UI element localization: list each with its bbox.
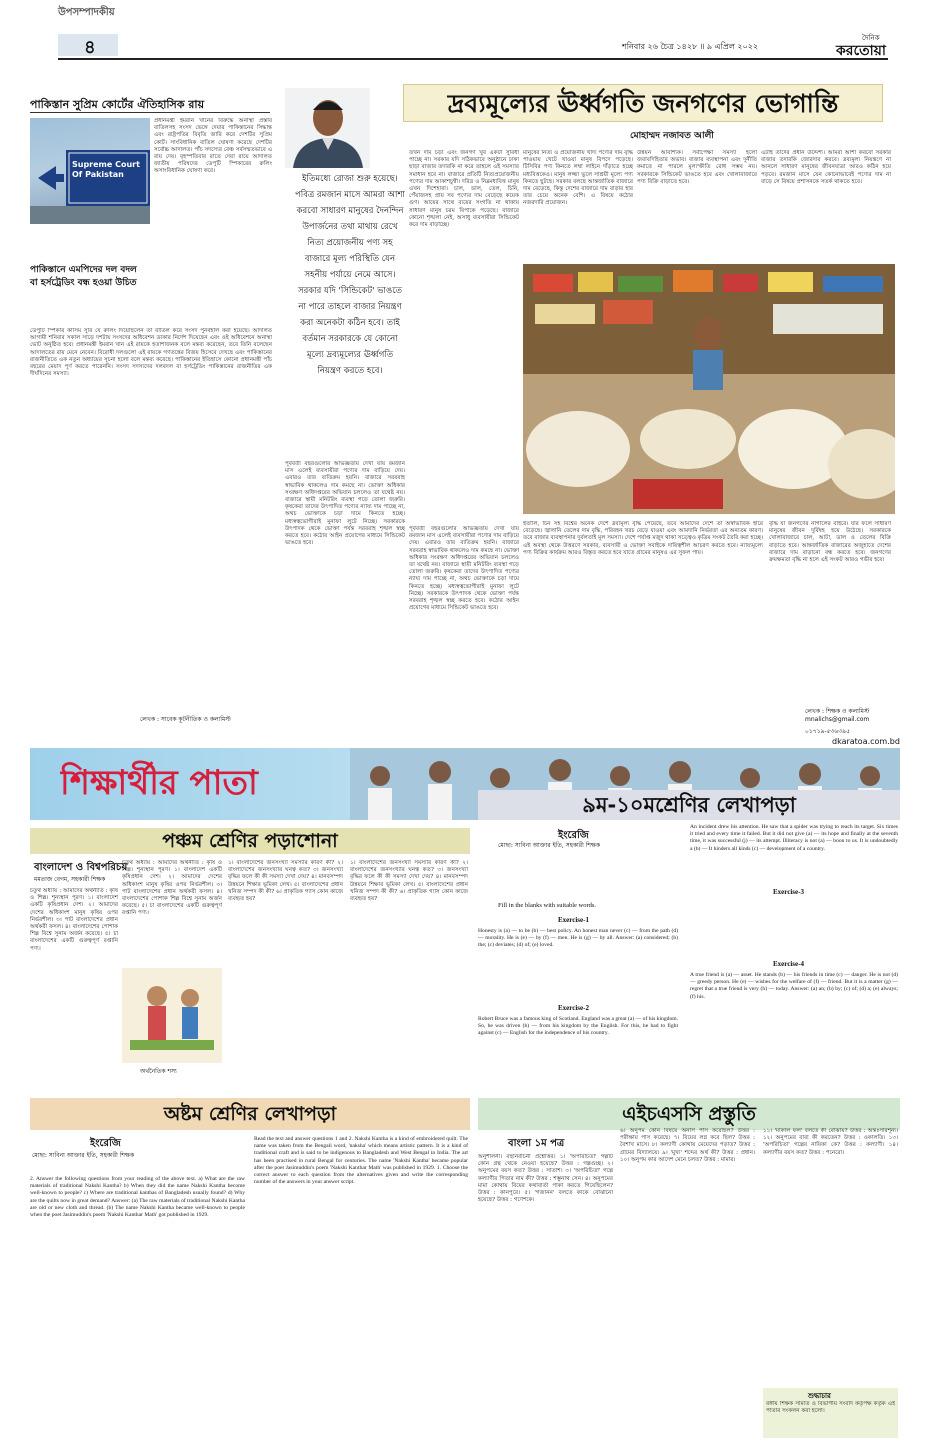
author-photo (285, 88, 370, 168)
class5-subject: বাংলাদেশ ও বিশ্বপরিচয় (34, 862, 128, 873)
class9-ex2-title: Exercise-2 (558, 1004, 589, 1012)
class9-banner: ৯ম-১০মশ্রেণির লেখাপড়া (478, 790, 900, 820)
class8-body-2: Read the text and answer questions 1 and 2. Nakshi Kantha is a kind of embroidered quilt. The name was taken from the Bengali word, 'naksha' which means artistic pattern. It is a kind of traditional craft and is said to be indigenous to Bangladesh and West Bengal in India. The art has been practised in rural Bengal for centuries. The name 'Nakshi Kantha' became popular after the poet Jasimuddin's poem 'Nakshi Kanthar Math' was published in 1929. 1. Choose the correct answer to each question from the alternatives given and write the corresponding number of the answers in your answer script. (254, 1136, 468, 1186)
left-body-2: ডেপুটি স্পিকার কাসিম সুরি যে রুলিং দিয়েছিলেন তা বাতিল করে সংসদ পুনর্বহাল করা হয়েছে। আদালত আগামী শনিবার সকাল সাড়ে দশটায় সংসদের অধিবেশন ডাকার নির্দেশ দিয়েছেন এবং ওই অধিবেশনে অনাস্থা ভোট অনুষ্ঠিত হবে। প্রধানমন্ত্রী ইমরান খান এই রায়কে হতাশাজনক বলে মন্তব্য করেছেন, তবে তিনি বলেছেন আদালতের রায় মেনে নেবেন। বিরোধী দলগুলো এই রায়কে গণতন্ত্রের বিজয় হিসেবে দেখছে এবং পাকিস্তানের রাজনীতিতে এক নতুন অধ্যায়ের সূচনা হলো বলে মন্তব্য করেছে। পাকিস্তানের ইতিহাসে কোনো প্রধানমন্ত্রী পাঁচ বছরের মেয়াদ পূর্ণ করতে পারেননি। সংসদ সদস্যদের দলবদল বা হর্সট্রেডিং পাকিস্তানের রাজনীতির এক দীর্ঘদিনের সমস্যা। (30, 328, 272, 378)
main-author: মোহাম্মদ নজাবত আলী (630, 131, 714, 141)
main-article (285, 66, 900, 736)
hsc-body-3: ১১। 'মাকাল ফল' বলতে কী বোঝায়? উত্তর : অন্তঃসারশূন্য। ১২। অনুপমের বাবা কী করতেন? উত্তর : ওকালতি। ১৩। 'অপরিচিতা' গল্পের নায়িকা কে? উত্তর : কল্যাণী। ১৪। কল্যাণীর বয়স কত? উত্তর : পনেরো। (763, 1128, 898, 1156)
student-banner-title: শিক্ষার্থীর পাতা (60, 763, 258, 803)
grocery-shop-illustration (523, 264, 895, 514)
left-headline: পাকিস্তান সুপ্রিম কোর্টের ঐতিহাসিক রায় (30, 98, 205, 111)
main-lower-right: বৃদ্ধি যা জনগণের নাগালের বাইরে। যার ফলে সাধারণ মানুষের জীবন দুর্বিষহ হয়ে উঠেছে। সরকারকে খোলাবাজারে চাল, আটা, ডাল ও তেলের বিক্রি বাড়াতে হবে। আন্তর্জাতিক বাজারের অজুহাতে দেশের বাজারে দাম বাড়ানো বন্ধ করতে হবে। জনগণের ক্রয়ক্ষমতা বৃদ্ধি না হলে এই সংকট আরও গভীর হবে। (769, 521, 891, 564)
class5-section (30, 828, 470, 1090)
hsc-footer-box (763, 1388, 898, 1438)
main-byline: লেখক : শিক্ষক ও কলামিস্ট (805, 708, 870, 715)
class8-teacher: মোছা: সাবিনা আক্তার ইতি, সহকারী শিক্ষক (32, 1152, 135, 1159)
paper-small: দৈনিক (862, 34, 880, 42)
section-logo: উপসম্পাদকীয় (58, 7, 115, 18)
class8-banner: অষ্টম শ্রেণির লেখাপড়া (30, 1098, 470, 1130)
class8-subject: ইংরেজি (90, 1138, 121, 1149)
main-lower-mid: ইতালি, চিন সহ বিশ্বের অনেক দেশে দ্রব্যমূল্য বৃদ্ধি পেয়েছে, তবে আমাদের দেশে তা অস্বাভাবিক হারে বেড়েছে। জ্বালানি তেলের দাম বৃদ্ধি, পরিবহন খরচ বেড়ে যাওয়া এবং আমদানি নির্ভরতা এর অন্যতম কারণ। তবে বাজার ব্যবস্থাপনার দুর্বলতাই মূল সমস্যা। দেশে পর্যাপ্ত মজুদ থাকা সত্ত্বেও কৃত্রিম সংকট তৈরি করা হচ্ছে। এই অবস্থা থেকে উত্তরণে সরকার, ব্যবসায়ী ও ভোক্তা সবাইকে দায়িত্বশীল আচরণ করতে হবে। ন্যায্যমূল্যে পণ্য বিক্রির কার্যক্রম আরও বিস্তৃত করতে হবে যাতে গ্রামের মানুষও এর সুফল পায়। (523, 521, 763, 556)
hsc-footer-title: শুদ্ধাচার (808, 1391, 831, 1400)
hsc-subject: বাংলা ১ম পত্র (508, 1138, 565, 1149)
main-lower-left: পূর্ববর্তী বছরগুলোর অভিজ্ঞতায় দেখা যায় রমজান মাস এলেই ব্যবসায়ীরা পণ্যের দাম বাড়িয়ে দেয়। এবারও তার ব্যতিক্রম হয়নি। বাজারে সরবরাহ স্বাভাবিক থাকলেও দাম কমছে না। ভোক্তা অধিকার সংরক্ষণ অধিদপ্তরের অভিযান চললেও তা যথেষ্ট নয়। বাজারে স্থায়ী মনিটরিং ব্যবস্থা গড়ে তোলা জরুরি। কৃষকেরা তাদের উৎপাদিত পণ্যের ন্যায্য দাম পাচ্ছে না, অথচ ভোক্তাকে চড়া দামে কিনতে হচ্ছে। মধ্যস্বত্বভোগীরাই মুনাফা লুটে নিচ্ছে। সরকারকে উৎপাদক থেকে ভোক্তা পর্যন্ত সরবরাহ শৃঙ্খল স্বচ্ছ করতে হবে। কঠোর আইন প্রয়োগের মাধ্যমে সিন্ডিকেট ভাঙতে হবে। (285, 461, 405, 547)
page-number: ৪ (84, 37, 96, 58)
masthead (0, 0, 945, 62)
left-article (30, 66, 280, 726)
class8-body-1: 2. Answer the following questions from your reading of the above text. a) What are the raw materials of traditional Nakshi Kantha? b) When they did the name Nakshi Kantha become well-known to people? c) Where are traditional kanthas of Bangladesh usually found? d) Why are the quilts now in great demand? Answer: (a) The raw materials of traditional Nakshi Kantha are old or new cloth and thread. (b) The name Nakshi Kantha became well-known to people when the poet Jasimuddin's poem 'Nakshi Kanthar Math' got published in 1929. (30, 1176, 245, 1219)
class9-ex1: Honesty is (a) — to be (b) — best policy. An honest man never (c) — from the path (d) — morality. He is (e) — by (f) — men. He is (g) — by all. Answer: (a) considered; (b) the; (c) deviates; (d) of; (e) loved. (478, 928, 678, 949)
class5-illustration (122, 968, 222, 1063)
class5-body-2b: ১। বাংলাদেশের জনসংখ্যা সমস্যার কারণ কী? ২। বাংলাদেশের জনসংখ্যার ঘনত্ব কত? ৩। জনসংখ্যা বৃদ্ধির ফলে কী কী সমস্যা দেখা দেয়? ৪। মানবসম্পদ উন্নয়নে শিক্ষার ভূমিকা লেখ। ৫। বাংলাদেশের প্রধান খনিজ সম্পদ কী কী? ৬। প্রাকৃতিক গ্যাস কোন কাজে ব্যবহৃত হয়? (350, 860, 468, 903)
class9-ex2: Robert Bruce was a famous king of Scotland. England was a great (a) — of his kingdom. So, he was driven (b) — from his kingdom by the English. For this, he had to fight against (c) — English for the independence of his country. (478, 1016, 678, 1037)
left-headline-rule (30, 112, 270, 113)
class9-ex3-title: Exercise-3 (773, 888, 804, 896)
main-phone: ০১৭১৯-৫৩৬৩৯৫ (805, 728, 850, 735)
class9-ex4-title: Exercise-4 (773, 960, 804, 968)
dateline: শনিবার ২৬ চৈত্র ১৪২৮ ॥ ৯ এপ্রিল ২০২২ (622, 42, 759, 51)
site-domain: dkaratoa.com.bd (832, 737, 900, 746)
market-photo (523, 264, 895, 514)
main-lower-left-2: পূর্ববর্তী বছরগুলোর অভিজ্ঞতায় দেখা যায় রমজান মাস এলেই ব্যবসায়ীরা পণ্যের দাম বাড়িয়ে দেয়। এবারও তার ব্যতিক্রম হয়নি। বাজারে সরবরাহ স্বাভাবিক থাকলেও দাম কমছে না। ভোক্তা অধিকার সংরক্ষণ অধিদপ্তরের অভিযান চললেও তা যথেষ্ট নয়। বাজারে স্থায়ী মনিটরিং ব্যবস্থা গড়ে তোলা জরুরি। কৃষকেরা তাদের উৎপাদিত পণ্যের ন্যায্য দাম পাচ্ছে না, অথচ ভোক্তাকে চড়া দামে কিনতে হচ্ছে। মধ্যস্বত্বভোগীরাই মুনাফা লুটে নিচ্ছে। সরকারকে উৎপাদক থেকে ভোক্তা পর্যন্ত সরবরাহ শৃঙ্খল স্বচ্ছ করতে হবে। কঠোর আইন প্রয়োগের মাধ্যমে সিন্ডিকেট ভাঙতে হবে। (409, 526, 519, 612)
class5-body-1: চতুর্থ অধ্যায় : আমাদের অর্থনীতি : কৃষি ও শিল্প। শূন্যস্থান পূরণ। ১। বাংলাদেশ একটি কৃষিপ্রধান দেশ। ২। আমাদের দেশের অধিকাংশ মানুষ কৃষির ওপর নির্ভরশীল। ৩। পাট বাংলাদেশের প্রধান অর্থকরী ফসল। ৪। বাংলাদেশের পোশাক শিল্প বিশ্বে সুনাম অর্জন করেছে। ৫। চা বাংলাদেশের একটি গুরুত্বপূর্ণ রপ্তানি পণ্য। (30, 888, 118, 952)
main-col-d: এটাই তাদের প্রধান উদ্দেশ্য। আমরা আশা করবো সরকার বাজার তদারকি জোরদার করবে। দ্রব্যমূল্য নিয়ন্ত্রণে না আনলে সাধারণ মানুষের জীবনযাত্রা আরও কঠিন হয়ে পড়বে। রমজান মাসে যেন কোনোভাবেই পণ্যের দাম না বাড়ে সে বিষয়ে প্রশাসনকে সতর্ক থাকতে হবে। (761, 150, 891, 185)
main-email: mnalichs@gmail.com (805, 716, 870, 723)
hsc-body-1: অনুশীলনী। বহুনির্বাচনী প্রশ্নোত্তর। ১। 'অপরিচিতা' গল্পটি কোন গ্রন্থ থেকে নেওয়া হয়েছে? উত্তর : গল্পগুচ্ছ। ২। অনুপমের বয়স কত? উত্তর : সাতাশ। ৩। 'অপরিচিতা' গল্পে কল্যাণীর পিতার নাম কী? উত্তর : শম্ভুনাথ সেন। ৪। অনুপমের মামা কোথায় বিয়ের কথাবার্তা পাকা করতে গিয়েছিলেন? উত্তর : কানপুরে। ৫। 'গজানন' বলতে কাকে বোঝানো হয়েছে? উত্তর : গণেশকে। (478, 1154, 613, 1204)
class5-banner: পঞ্চম শ্রেণির পড়াশোনা (30, 828, 470, 854)
class9-section (478, 790, 900, 1090)
main-col-b: মানুষের নিত্য ও প্রয়োজনীয় খাদ্য পণ্যের দাম বৃদ্ধি পাওয়ায় খেটে খাওয়া মানুষ বিপদে পড়েছে। টিসিবির পণ্য কিনতে লম্বা লাইনে দাঁড়াতে হচ্ছে মধ্যবিত্তকেও। মানুষ লজ্জা ভুলে সাশ্রয়ী মূল্যে পণ্য কিনতে ছুটছে। সরকার বলছে আন্তর্জাতিক বাজারে দাম বেড়েছে, কিন্তু দেশের বাজারে দাম বাড়ার হার তার চেয়ে অনেক বেশি। এ বিষয়ে কঠোর নজরদারি প্রয়োজন। (523, 150, 633, 207)
class5-teacher: মমতাজ বেগম, সহকারী শিক্ষক (34, 876, 106, 883)
farmer-illustration (122, 968, 222, 1063)
main-headline: দ্রব্যমূল্যের ঊর্ধ্বগতি জনগণের ভোগান্তি (403, 84, 883, 122)
class9-instruction: Fill in the blanks with suitable words. (498, 902, 597, 909)
class5-caption: অর্থনৈতিক শস্য (140, 1068, 177, 1075)
class9-subject: ইংরেজি (558, 830, 589, 841)
left-body-1: প্রধানমন্ত্রী ইমরান খানের বিরুদ্ধে অনাস্থা প্রস্তাব বাতিলসহ সংসদ ভেঙ্গে দেয়ার পাকিস্তানের সিদ্ধান্ত এবং রাষ্ট্রপতির বিবৃতি জারি করে দেশটির সুপ্রিম কোর্ট। সাংবিধানিক বাতিল ঘোষণা করেছে দেশটির সর্বোচ্চ আদালত। পাঁচ সদস্যের বেঞ্চ সর্বসম্মতভাবে এ রায় দেয়। বৃহস্পতিবার রাতে দেয়া রায়ে আদালত জাতীয় পরিষদের ডেপুটি স্পিকারের রুলিং অসাংবিধানিক ঘোষণা করে। (154, 118, 272, 175)
class9-ex4: A true friend is (a) — asset. He stands (b) — his friends in time (c) — danger. He is not (d) — greedy person. He (e) — wishes for the welfare of (f) — friend. But it is a matter (g) — regret that a true friend is very (h) — today. Answer: (a) an; (b) by; (c) of; (d) a; (e) always; (f) his. (690, 972, 898, 1000)
court-sign-text: Supreme Court Of Pakistan (72, 160, 140, 179)
class9-ex1-title: Exercise-1 (558, 916, 589, 924)
supreme-court-photo (30, 118, 150, 224)
hsc-body-2: ৬। অনুপম কোন বিষয়ে অনার্স পাস করেছিল? উত্তর : পরীক্ষায় পাস করেছে। ৭। বিয়ের লগ্ন কবে ছিল? উত্তর : বৈশাখ মাসে। ৮। কল্যাণী কোথায় মেয়েদের পড়াত? উত্তর : গ্রামের বিদ্যালয়ে। ৯। 'মুখ্য' শব্দের অর্থ কী? উত্তর : প্রধান। ১০। অনুপম কার আদেশ মেনে চলত? উত্তর : মামার। (620, 1128, 755, 1163)
class8-section (30, 1098, 470, 1438)
hsc-section (478, 1098, 900, 1443)
hsc-banner: এইচএসসি প্রস্তুতি (478, 1098, 900, 1130)
class5-body-2: ১। বাংলাদেশের জনসংখ্যা সমস্যার কারণ কী? ২। বাংলাদেশের জনসংখ্যার ঘনত্ব কত? ৩। জনসংখ্যা বৃদ্ধির ফলে কী কী সমস্যা দেখা দেয়? ৪। মানবসম্পদ উন্নয়নে শিক্ষার ভূমিকা লেখ। ৫। বাংলাদেশের প্রধান খনিজ সম্পদ কী কী? ৬। প্রাকৃতিক গ্যাস কোন কাজে ব্যবহৃত হয়? (228, 860, 343, 903)
author-portrait (285, 88, 370, 168)
paper-name: করতোয়া (836, 43, 886, 59)
pull-quote: পাকিস্তানে এমপিদের দল বদল বা হর্সট্রেডিং বন্ধ হওয়া উচিত (30, 265, 137, 288)
class9-ex3: An incident drew his attention. He saw that a spider was trying to reach its target. Six times it tried and every time it failed. But it did not give (a) — its hope and finally at the seventh time, it was successful (j) — its attempt. Illiteracy is not (a) — boon to us. It is undoubtedly a (b) — It hinders all kinds (c) — development of a country. (690, 824, 898, 852)
main-quote: ইতিমধ্যে রোজা শুরু হয়েছে। পবিত্র রমজান মাসে আমরা আশা করবো সাধারণ মানুষের দৈনন্দিন উপার্জনের তথা মাথায় রেখে নিত্য প্রয়োজনীয় পণ্য সহ বাজারে মূল্য পরিস্থিতি যেন সহনীয় পর্যায়ে নেমে আসে। সরকার যদি 'সিন্ডিকেট' ভাঙতে না পারে তাহলে বাজার নিয়ন্ত্রণ করা অনেকটা কঠিন হবে। তাই বর্তমান সরকারকে যে কোনো মূল্যে দ্রব্যমূল্যের ঊর্ধ্বগতি নিয়ন্ত্রণ করতে হবে। (295, 174, 405, 376)
class5-body-1b: চতুর্থ অধ্যায় : আমাদের অর্থনীতি : কৃষি ও শিল্প। শূন্যস্থান পূরণ। ১। বাংলাদেশ একটি কৃষিপ্রধান দেশ। ২। আমাদের দেশের অধিকাংশ মানুষ কৃষির ওপর নির্ভরশীল। ৩। পাট বাংলাদেশের প্রধান অর্থকরী ফসল। ৪। বাংলাদেশের পোশাক শিল্প বিশ্বে সুনাম অর্জন করেছে। ৫। চা বাংলাদেশের একটি গুরুত্বপূর্ণ রপ্তানি পণ্য। (122, 860, 222, 917)
hsc-footer-note: বঙ্গীয় শিক্ষক সমিতি ও বিভাগীয় সংবাদ কর্তৃপক্ষ কর্তৃক এই পাতার সংকলন করা হলো। (766, 1401, 895, 1415)
left-byline: লেখক : সাবেক কূটনীতিক ও কলামিস্ট (140, 716, 231, 723)
class9-teacher: মোছা: সাবিনা আক্তার ইতি, সহকারী শিক্ষক (498, 842, 601, 849)
main-col-a: তখন দাম চড়া এবং জনগণ খুব একটা সুবিধা পাচ্ছে না। সরকার যদি সঠিকভাবে অনুষ্ঠানে ঢাকা ছাড়া বাজার তদারকি না করে তাহলে এই সমস্যার সমাধান হবে না। বাজারে প্রতিটি নিত্যপ্রয়োজনীয় পণ্যের দাম আকাশচুম্বী। দরিদ্র ও নিম্নমধ্যবিত্ত মানুষ এখন দিশেহারা। চাল, ডাল, তেল, চিনি, পেঁয়াজসহ প্রায় সব পণ্যের দাম বেড়েছে কয়েক গুণ। আয়ের সাথে ব্যয়ের সংগতি না থাকায় সাধারণ মানুষ চরম বিপাকে পড়েছে। বাজারে কোনো শৃঙ্খলা নেই, অসাধু ব্যবসায়ীরা সিন্ডিকেট করে দাম বাড়াচ্ছে। (409, 150, 519, 229)
masthead-rule (58, 58, 888, 60)
main-col-c: উন্নয়ন আবশ্যিক। সর্বাপেক্ষা সমস্যা হলো জবাবদিহিতার অভাব। বাজার ব্যবস্থাপনা এবং দুর্নীতি কমাতে না পারলে মূল্যস্ফীতি রোধ সম্ভব নয়। সরকারকে সিন্ডিকেট ভাঙতে হবে এবং খোলাবাজারে পণ্য বিক্রি বাড়াতে হবে। (637, 150, 757, 185)
